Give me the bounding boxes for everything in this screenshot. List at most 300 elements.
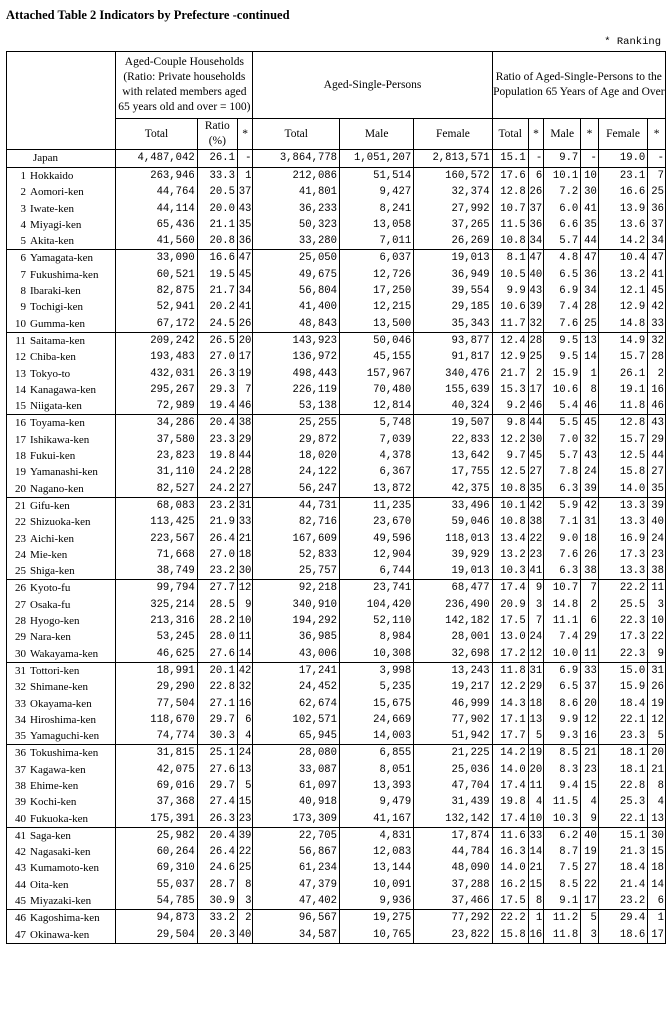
single-female: 40,324 <box>414 398 492 415</box>
prefecture-label: Niigata-ken <box>30 400 82 413</box>
ratio-total-rank: 27 <box>528 464 543 480</box>
prefecture-number: 7 <box>20 268 26 281</box>
ratio-male: 7.8 <box>544 464 581 480</box>
ratio-male-rank: 23 <box>581 762 599 778</box>
ratio-female: 15.8 <box>598 464 647 480</box>
prefecture-label: Tokyo-to <box>30 367 71 380</box>
single-female: 142,182 <box>414 613 492 629</box>
ratio-female-rank: 41 <box>648 267 666 283</box>
ratio-male-rank: 36 <box>581 267 599 283</box>
ratio-female: 13.3 <box>598 497 647 514</box>
ratio-female-rank: 25 <box>648 184 666 200</box>
couple-total: 29,290 <box>116 679 197 695</box>
single-male: 5,235 <box>340 679 414 695</box>
single-male: 24,669 <box>340 712 414 728</box>
single-total: 36,233 <box>253 201 340 217</box>
ratio-total-rank: 7 <box>528 613 543 629</box>
ratio-total-rank: 10 <box>528 811 543 828</box>
ratio-total: 11.7 <box>492 316 528 333</box>
ratio-total-rank: 31 <box>528 662 543 679</box>
single-female: 91,817 <box>414 349 492 365</box>
prefecture-label: Aichi-ken <box>30 532 74 545</box>
ratio-total-rank: 19 <box>528 745 543 762</box>
ratio-female-rank: 20 <box>648 745 666 762</box>
prefecture-label: Yamaguchi-ken <box>30 730 100 743</box>
ratio-female: 26.1 <box>598 366 647 382</box>
ratio-total: 19.8 <box>492 794 528 810</box>
single-male: 5,748 <box>340 415 414 432</box>
prefecture-label: Shimane-ken <box>30 681 89 694</box>
single-total: 56,867 <box>253 844 340 860</box>
single-male: 12,904 <box>340 547 414 563</box>
ratio-total-rank: 6 <box>528 168 543 185</box>
couple-ratio: 19.4 <box>197 398 237 415</box>
single-female: 21,225 <box>414 745 492 762</box>
prefecture-label: Nagasaki-ken <box>30 846 91 859</box>
ratio-total: 10.5 <box>492 267 528 283</box>
ratio-female: 10.4 <box>598 250 647 267</box>
prefecture-label: Nara-ken <box>30 631 71 644</box>
single-female: 28,001 <box>414 629 492 645</box>
couple-rank: 44 <box>237 448 252 464</box>
ratio-male-rank: 25 <box>581 316 599 333</box>
single-female: 68,477 <box>414 580 492 597</box>
ratio-female: 15.7 <box>598 432 647 448</box>
couple-rank: 9 <box>237 597 252 613</box>
ratio-female-rank: 37 <box>648 217 666 233</box>
single-male: 23,670 <box>340 514 414 530</box>
ratio-total: 17.4 <box>492 778 528 794</box>
ratio-male-rank: 41 <box>581 201 599 217</box>
prefecture-name <box>7 250 116 267</box>
ratio-total-rank: 35 <box>528 481 543 498</box>
col-single-total: Total <box>253 119 340 150</box>
ratio-total-rank: 32 <box>528 316 543 333</box>
ratio-male-rank: 43 <box>581 448 599 464</box>
ratio-female: 25.3 <box>598 794 647 810</box>
table-row <box>7 349 666 365</box>
single-male: 157,967 <box>340 366 414 382</box>
couple-ratio: 27.0 <box>197 349 237 365</box>
prefecture-label: Yamanashi-ken <box>30 466 98 479</box>
ratio-female-rank: 35 <box>648 481 666 498</box>
ratio-female-rank: 29 <box>648 432 666 448</box>
ratio-male-rank: 37 <box>581 679 599 695</box>
prefecture-name <box>7 398 116 415</box>
prefecture-label: Okayama-ken <box>30 697 92 710</box>
couple-total: 60,264 <box>116 844 197 860</box>
ratio-male: 14.8 <box>544 597 581 613</box>
ratio-total-rank: 44 <box>528 415 543 432</box>
prefecture-name <box>7 811 116 828</box>
ratio-male: 9.5 <box>544 332 581 349</box>
single-male: 19,275 <box>340 910 414 927</box>
couple-rank: 8 <box>237 877 252 893</box>
prefecture-name <box>7 893 116 910</box>
ratio-female-rank: 30 <box>648 827 666 844</box>
prefecture-number: 22 <box>15 516 26 529</box>
single-female: 27,992 <box>414 201 492 217</box>
couple-total: 60,521 <box>116 267 197 283</box>
couple-rank: 47 <box>237 250 252 267</box>
single-male: 52,110 <box>340 613 414 629</box>
ratio-female-rank: 3 <box>648 597 666 613</box>
couple-ratio: 16.6 <box>197 250 237 267</box>
ratio-male: 8.6 <box>544 696 581 712</box>
prefecture-number: 31 <box>15 664 26 677</box>
ratio-female: 23.2 <box>598 893 647 910</box>
col-single-female: Female <box>414 119 492 150</box>
prefecture-number: 38 <box>15 779 26 792</box>
prefecture-number: 42 <box>15 846 26 859</box>
couple-rank: 13 <box>237 762 252 778</box>
ratio-female: 13.6 <box>598 217 647 233</box>
ratio-total: 14.0 <box>492 762 528 778</box>
ranking-note: * Ranking <box>604 36 661 48</box>
prefecture-name <box>7 299 116 315</box>
table-row <box>7 299 666 315</box>
ratio-male: 6.5 <box>544 267 581 283</box>
couple-ratio: 20.5 <box>197 184 237 200</box>
table-row <box>7 597 666 613</box>
couple-rank: 7 <box>237 382 252 398</box>
prefecture-label: Nagano-ken <box>30 482 84 495</box>
single-male: 41,167 <box>340 811 414 828</box>
single-total: 25,050 <box>253 250 340 267</box>
couple-total: 72,989 <box>116 398 197 415</box>
prefecture-number: 20 <box>15 482 26 495</box>
col-couple-ratio: Ratio (%) <box>197 119 237 150</box>
ratio-male: 9.7 <box>544 150 581 168</box>
table-row <box>7 168 666 185</box>
ratio-female-rank: 24 <box>648 531 666 547</box>
ratio-total-rank: 33 <box>528 827 543 844</box>
couple-ratio: 19.8 <box>197 448 237 464</box>
ratio-male: 9.0 <box>544 531 581 547</box>
ratio-total-rank: 8 <box>528 893 543 910</box>
ratio-male-rank: 16 <box>581 728 599 745</box>
single-male: 6,855 <box>340 745 414 762</box>
ratio-female: 18.1 <box>598 745 647 762</box>
couple-rank: 1 <box>237 168 252 185</box>
ratio-total: 17.4 <box>492 811 528 828</box>
couple-ratio: 19.5 <box>197 267 237 283</box>
couple-total: 432,031 <box>116 366 197 382</box>
ratio-female-rank: 47 <box>648 250 666 267</box>
prefecture-name <box>7 283 116 299</box>
couple-total: 69,016 <box>116 778 197 794</box>
prefecture-name <box>7 382 116 398</box>
ratio-male-rank: 26 <box>581 547 599 563</box>
prefecture-name <box>7 547 116 563</box>
single-male: 8,051 <box>340 762 414 778</box>
ratio-female: 23.1 <box>598 168 647 185</box>
ratio-male: 11.8 <box>544 927 581 944</box>
prefecture-name <box>7 366 116 382</box>
couple-ratio: 27.7 <box>197 580 237 597</box>
single-male: 17,250 <box>340 283 414 299</box>
single-female: 42,375 <box>414 481 492 498</box>
table-row <box>7 547 666 563</box>
single-male: 8,241 <box>340 201 414 217</box>
col-ratio-male-rank: * <box>581 119 599 150</box>
prefecture-name <box>7 184 116 200</box>
couple-total: 52,941 <box>116 299 197 315</box>
prefecture-name <box>7 646 116 663</box>
ratio-total: 13.2 <box>492 547 528 563</box>
single-female: 37,288 <box>414 877 492 893</box>
prefecture-number: 8 <box>20 285 26 298</box>
ratio-total: 10.8 <box>492 481 528 498</box>
ratio-total: 22.2 <box>492 910 528 927</box>
couple-ratio: 29.7 <box>197 778 237 794</box>
couple-total: 209,242 <box>116 332 197 349</box>
ratio-total-rank: 46 <box>528 398 543 415</box>
table-row <box>7 580 666 597</box>
ratio-female: 18.1 <box>598 762 647 778</box>
single-male: 12,215 <box>340 299 414 315</box>
prefecture-label: Hiroshima-ken <box>30 713 96 726</box>
ratio-female: 22.2 <box>598 580 647 597</box>
single-total: 41,400 <box>253 299 340 315</box>
ratio-male: 5.7 <box>544 448 581 464</box>
single-total: 52,833 <box>253 547 340 563</box>
couple-total: 44,764 <box>116 184 197 200</box>
ratio-total-rank: 21 <box>528 860 543 876</box>
ratio-male-rank: 39 <box>581 481 599 498</box>
couple-total: 18,991 <box>116 662 197 679</box>
ratio-total-rank: 13 <box>528 712 543 728</box>
prefecture-name <box>7 464 116 480</box>
ratio-male-rank: 19 <box>581 844 599 860</box>
ratio-female: 18.4 <box>598 860 647 876</box>
ratio-male-rank: 44 <box>581 233 599 250</box>
prefecture-number: 9 <box>20 301 26 314</box>
single-male: 7,039 <box>340 432 414 448</box>
table-row <box>7 794 666 810</box>
table-row <box>7 332 666 349</box>
ratio-female: 15.9 <box>598 679 647 695</box>
couple-total: 37,580 <box>116 432 197 448</box>
single-male: 10,765 <box>340 927 414 944</box>
single-total: 24,122 <box>253 464 340 480</box>
prefecture-header <box>7 52 116 150</box>
ratio-male-rank: 27 <box>581 860 599 876</box>
ratio-female: 18.4 <box>598 696 647 712</box>
ratio-female-rank: 39 <box>648 497 666 514</box>
single-female: 2,813,571 <box>414 150 492 168</box>
prefecture-name <box>7 778 116 794</box>
col-couple-rank: * <box>237 119 252 150</box>
prefecture-name <box>7 267 116 283</box>
prefecture-label: Ibaraki-ken <box>30 285 81 298</box>
single-total: 34,587 <box>253 927 340 944</box>
table-row <box>7 398 666 415</box>
single-female: 29,185 <box>414 299 492 315</box>
table-row <box>7 283 666 299</box>
ratio-male-rank: 4 <box>581 794 599 810</box>
couple-total: 325,214 <box>116 597 197 613</box>
ratio-male: 9.4 <box>544 778 581 794</box>
couple-ratio: 20.4 <box>197 415 237 432</box>
table-row <box>7 745 666 762</box>
ratio-female: 23.3 <box>598 728 647 745</box>
single-female: 340,476 <box>414 366 492 382</box>
couple-ratio: 26.3 <box>197 811 237 828</box>
ratio-single-header: Ratio of Aged-Single-Persons to the Population 65 Years of Age and Over <box>492 52 665 119</box>
couple-rank: 43 <box>237 201 252 217</box>
single-total: 212,086 <box>253 168 340 185</box>
single-total: 44,731 <box>253 497 340 514</box>
couple-ratio: 26.5 <box>197 332 237 349</box>
prefecture-name <box>7 580 116 597</box>
ratio-male: 6.2 <box>544 827 581 844</box>
ratio-total: 9.2 <box>492 398 528 415</box>
ratio-total: 16.2 <box>492 877 528 893</box>
ratio-total: 14.2 <box>492 745 528 762</box>
single-male: 4,378 <box>340 448 414 464</box>
single-female: 22,833 <box>414 432 492 448</box>
couple-ratio: 27.0 <box>197 547 237 563</box>
ratio-total: 12.4 <box>492 332 528 349</box>
couple-rank: 45 <box>237 267 252 283</box>
ratio-male-rank: 15 <box>581 778 599 794</box>
ratio-total-rank: 43 <box>528 283 543 299</box>
couple-ratio: 28.2 <box>197 613 237 629</box>
table-row <box>7 811 666 828</box>
table-row <box>7 448 666 464</box>
prefecture-label: Kumamoto-ken <box>30 862 100 875</box>
single-total: 53,138 <box>253 398 340 415</box>
ratio-total: 17.7 <box>492 728 528 745</box>
prefecture-name <box>7 860 116 876</box>
prefecture-label: Kyoto-fu <box>30 582 71 595</box>
single-female: 13,642 <box>414 448 492 464</box>
ratio-male: 10.6 <box>544 382 581 398</box>
single-total: 33,280 <box>253 233 340 250</box>
ratio-female-rank: 38 <box>648 563 666 580</box>
ratio-male: 4.8 <box>544 250 581 267</box>
couple-ratio: 33.3 <box>197 168 237 185</box>
ratio-total-rank: 30 <box>528 432 543 448</box>
ratio-male-rank: 28 <box>581 299 599 315</box>
ratio-total: 13.0 <box>492 629 528 645</box>
prefecture-number: 5 <box>20 235 26 248</box>
ratio-female: 22.3 <box>598 646 647 663</box>
prefecture-number: 2 <box>20 186 26 199</box>
prefecture-name <box>7 316 116 333</box>
ratio-female-rank: 6 <box>648 893 666 910</box>
single-total: 33,087 <box>253 762 340 778</box>
prefecture-name <box>7 728 116 745</box>
single-total: 3,864,778 <box>253 150 340 168</box>
single-female: 17,755 <box>414 464 492 480</box>
ratio-male: 6.3 <box>544 563 581 580</box>
couple-rank: 3 <box>237 893 252 910</box>
prefecture-label: Gumma-ken <box>30 317 85 330</box>
couple-ratio: 27.6 <box>197 646 237 663</box>
ratio-female: 25.5 <box>598 597 647 613</box>
ratio-male-rank: 20 <box>581 696 599 712</box>
prefecture-name <box>7 563 116 580</box>
ratio-female-rank: 14 <box>648 877 666 893</box>
table-row <box>7 844 666 860</box>
single-male: 104,420 <box>340 597 414 613</box>
ratio-female: 11.8 <box>598 398 647 415</box>
single-total: 56,804 <box>253 283 340 299</box>
prefecture-label: Mie-ken <box>30 548 68 561</box>
ratio-total: 11.8 <box>492 662 528 679</box>
single-total: 61,234 <box>253 860 340 876</box>
couple-ratio: 30.3 <box>197 728 237 745</box>
table-row <box>7 415 666 432</box>
col-ratio-total-rank: * <box>528 119 543 150</box>
couple-total: 193,483 <box>116 349 197 365</box>
single-female: 39,929 <box>414 547 492 563</box>
ratio-female: 22.8 <box>598 778 647 794</box>
prefecture-number: 40 <box>15 812 26 825</box>
single-female: 51,942 <box>414 728 492 745</box>
ratio-male-rank: 45 <box>581 415 599 432</box>
couple-ratio: 26.1 <box>197 150 237 168</box>
prefecture-name <box>7 448 116 464</box>
ratio-total: 10.3 <box>492 563 528 580</box>
single-male: 50,046 <box>340 332 414 349</box>
single-male: 13,500 <box>340 316 414 333</box>
single-male: 13,058 <box>340 217 414 233</box>
ratio-male: 7.6 <box>544 316 581 333</box>
single-total: 24,452 <box>253 679 340 695</box>
single-female: 35,343 <box>414 316 492 333</box>
ratio-male: 6.9 <box>544 662 581 679</box>
prefecture-name <box>7 762 116 778</box>
ratio-total-rank: 23 <box>528 547 543 563</box>
couple-ratio: 23.2 <box>197 563 237 580</box>
couple-ratio: 33.2 <box>197 910 237 927</box>
table-row <box>7 893 666 910</box>
ratio-male-rank: 33 <box>581 662 599 679</box>
single-female: 25,036 <box>414 762 492 778</box>
prefecture-name <box>7 794 116 810</box>
table-row <box>7 184 666 200</box>
ratio-female: 12.9 <box>598 299 647 315</box>
couple-ratio: 24.5 <box>197 316 237 333</box>
table-row <box>7 860 666 876</box>
prefecture-label: Kagoshima-ken <box>30 912 100 925</box>
prefecture-label: Wakayama-ken <box>30 647 99 660</box>
single-total: 40,918 <box>253 794 340 810</box>
ratio-male: 7.4 <box>544 299 581 315</box>
ratio-female: 17.3 <box>598 629 647 645</box>
single-total: 22,705 <box>253 827 340 844</box>
ratio-female-rank: 21 <box>648 762 666 778</box>
single-total: 47,402 <box>253 893 340 910</box>
prefecture-name <box>7 629 116 645</box>
ratio-female-rank: 42 <box>648 299 666 315</box>
prefecture-number: 47 <box>15 928 26 941</box>
ratio-male: 9.5 <box>544 349 581 365</box>
couple-ratio: 20.1 <box>197 662 237 679</box>
ratio-total: 9.7 <box>492 448 528 464</box>
table-row <box>7 778 666 794</box>
ratio-total: 17.1 <box>492 712 528 728</box>
couple-total: 53,245 <box>116 629 197 645</box>
ratio-female: 12.5 <box>598 448 647 464</box>
ratio-female-rank: 17 <box>648 927 666 944</box>
table-row <box>7 563 666 580</box>
prefecture-label: Kagawa-ken <box>30 763 86 776</box>
couple-total: 223,567 <box>116 531 197 547</box>
